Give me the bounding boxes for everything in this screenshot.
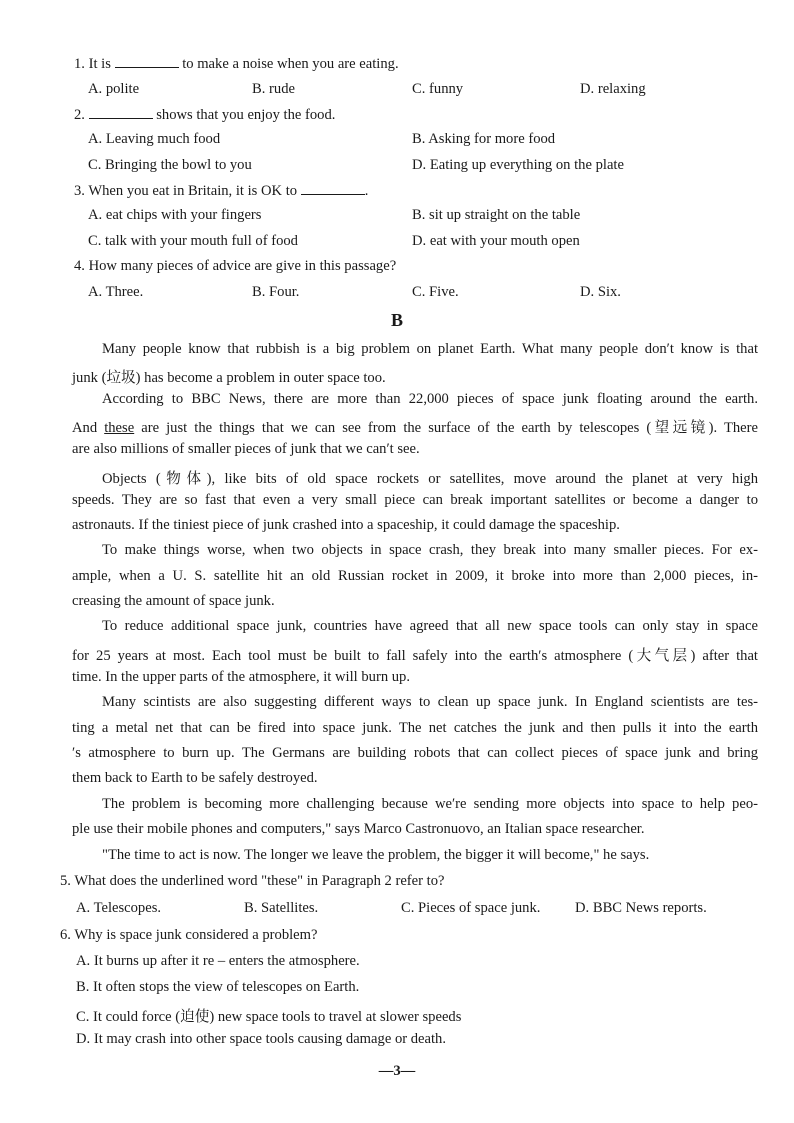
option-3d: D. eat with your mouth open [412, 233, 580, 249]
passage-line: junk (垃圾) has become a problem in outer space too. [72, 370, 386, 386]
option-1d: D. relaxing [580, 81, 646, 97]
passage-line: ′s atmosphere to burn up. The Germans are building robots that can collect pieces of space junk and bring [72, 745, 758, 761]
passage-line: ample, when a U. S. satellite hit an old Russian rocket in 2009, it broke into more than 2,000 pieces, in- [72, 568, 758, 584]
option-6d: D. It may crash into other space tools causing damage or death. [76, 1031, 446, 1047]
passage-line: Many people know that rubbish is a big problem on planet Earth. What many people don′t know is that [102, 341, 758, 357]
option-5b: B. Satellites. [244, 900, 319, 916]
page-number: —3— [378, 1063, 416, 1079]
section-b-heading: B [390, 310, 403, 330]
option-4b: B. Four. [252, 284, 300, 300]
option-3c: C. talk with your mouth full of food [88, 233, 298, 249]
option-3a: A. eat chips with your fingers [88, 207, 262, 223]
option-6b: B. It often stops the view of telescopes on Earth. [76, 979, 360, 995]
passage-line: time. In the upper parts of the atmosphere, it will burn up. [72, 669, 411, 685]
question-6-stem: 6. Why is space junk considered a problem? [60, 927, 318, 943]
passage-line: them back to Earth to be safely destroyed. [72, 770, 318, 786]
passage-line: speeds. They are so fast that even a very small piece can break important satellites or become a danger to [72, 492, 758, 508]
passage-line: To reduce additional space junk, countries have agreed that all new space tools can only stay in space [102, 618, 758, 634]
option-4c: C. Five. [412, 284, 459, 300]
option-5c: C. Pieces of space junk. [401, 900, 541, 916]
option-5a: A. Telescopes. [76, 900, 162, 916]
passage-line: According to BBC News, there are more than 22,000 pieces of space junk floating around the earth. [102, 391, 758, 407]
passage-line: To make things worse, when two objects in space crash, they break into many smaller pieces. For ex- [102, 542, 758, 558]
passage-line: And these are just the things that we can see from the surface of the earth by telescopes (望远镜). There [72, 420, 758, 436]
question-5-stem: 5. What does the underlined word "these" in Paragraph 2 refer to? [60, 873, 445, 889]
question-2-stem: 2. shows that you enjoy the food. [74, 107, 336, 123]
option-2b: B. Asking for more food [412, 131, 556, 147]
passage-line: ting a metal net that can be fired into space junk. The net catches the junk and then pulls it into the earth [72, 720, 758, 736]
option-5d: D. BBC News reports. [575, 900, 707, 916]
option-2a: A. Leaving much food [88, 131, 221, 147]
passage-line: creasing the amount of space junk. [72, 593, 275, 609]
passage-line: Many scintists are also suggesting different ways to clean up space junk. In England scientists are tes- [102, 694, 758, 710]
question-3-stem: 3. When you eat in Britain, it is OK to . [74, 183, 369, 199]
answer-blank [115, 55, 179, 68]
option-1b: B. rude [252, 81, 295, 97]
passage-line: astronauts. If the tiniest piece of junk crashed into a spaceship, it could damage the spaceship. [72, 517, 620, 533]
option-1a: A. polite [88, 81, 140, 97]
answer-blank [89, 106, 153, 119]
option-6a: A. It burns up after it re – enters the atmosphere. [76, 953, 360, 969]
passage-line: for 25 years at most. Each tool must be built to fall safely into the earth′s atmosphere (大气层) after that [72, 648, 758, 664]
option-4a: A. Three. [88, 284, 144, 300]
question-4-stem: 4. How many pieces of advice are give in this passage? [74, 258, 397, 274]
option-1c: C. funny [412, 81, 464, 97]
passage-line: The problem is becoming more challenging because we′re sending more objects into space to help peo- [102, 796, 758, 812]
passage-line: Objects (物体), like bits of old space rockets or satellites, move around the planet at very high [102, 471, 758, 487]
underlined-word-these: these [104, 420, 135, 436]
question-1-stem: 1. It is to make a noise when you are eating. [74, 56, 399, 72]
option-2d: D. Eating up everything on the plate [412, 157, 624, 173]
passage-line: "The time to act is now. The longer we leave the problem, the bigger it will become," he says. [102, 847, 650, 863]
answer-blank [301, 182, 365, 195]
option-3b: B. sit up straight on the table [412, 207, 581, 223]
option-6c: C. It could force (迫使) new space tools to travel at slower speeds [76, 1009, 462, 1025]
option-4d: D. Six. [580, 284, 621, 300]
passage-line: ple use their mobile phones and computers," says Marco Castronuovo, an Italian space researcher. [72, 821, 645, 837]
option-2c: C. Bringing the bowl to you [88, 157, 252, 173]
passage-line: are also millions of smaller pieces of junk that we can′t see. [72, 441, 420, 457]
